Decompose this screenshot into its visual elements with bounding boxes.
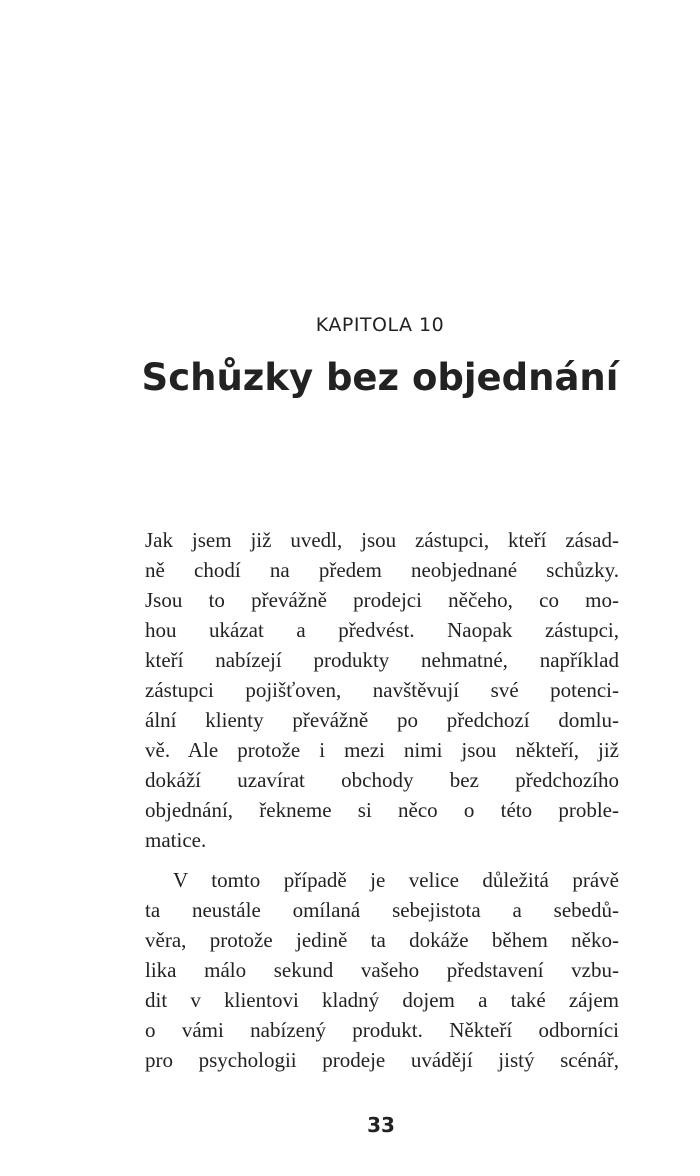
text-line: ně chodí na předem neobjednané schůzky. (145, 558, 619, 582)
text-line: Jsou to převážně prodejci něčeho, co mo- (145, 588, 619, 612)
text-line: Jak jsem již uvedl, jsou zástupci, kteří zásad- (145, 528, 619, 552)
text-line: hou ukázat a předvést. Naopak zástupci, (145, 618, 619, 642)
text-line: věra, protože jedině ta dokáže během něko- (145, 928, 619, 952)
page-number: 33 (367, 1113, 395, 1137)
text-line: matice. (145, 828, 207, 852)
text-line: kteří nabízejí produkty nehmatné, například (145, 648, 619, 672)
text-line: zástupci pojišťoven, navštěvují své potenci- (145, 678, 619, 702)
paragraph-1 (145, 525, 619, 855)
text-line: vě. Ale protože i mezi nimi jsou někteří, již (145, 738, 619, 762)
text-line: objednání, řekneme si něco o této proble- (145, 798, 619, 822)
text-line: V tomto případě je velice důležitá právě (173, 868, 619, 892)
text-line: ta neustále omílaná sebejistota a sebedů- (145, 898, 619, 922)
paragraph-gap (145, 855, 619, 865)
chapter-label: KAPITOLA 10 (315, 314, 445, 336)
text-line: dit v klientovi kladný dojem a také zájem (145, 988, 619, 1012)
paragraph-2 (145, 865, 619, 1075)
text-line: ální klienty převážně po předchozí domlu- (145, 708, 619, 732)
chapter-title: Schůzky bez objednání (141, 356, 619, 399)
text-line: o vámi nabízený produkt. Někteří odborníci (145, 1018, 619, 1042)
text-line: lika málo sekund vašeho představení vzbu- (145, 958, 619, 982)
text-line: pro psychologii prodeje uvádějí jistý scénář, (145, 1048, 619, 1072)
text-line: dokáží uzavírat obchody bez předchozího (145, 768, 619, 792)
body-text (145, 525, 619, 1075)
